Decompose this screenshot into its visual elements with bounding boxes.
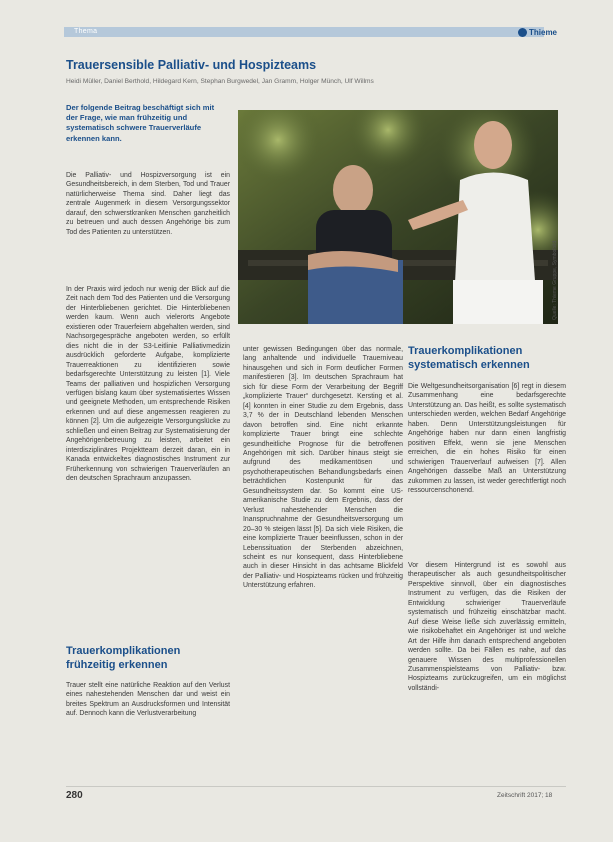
paragraph-4: unter gewissen Bedingungen über das normale, lang anhaltende und individuelle Trauerniveau hinausgehen und sich in Form deutlicher Formen manifestieren [3]. Im deutschen Sprachraum hat sich für diese Form der Verarbeitung der Begriff „komplizierte Trauer“ durchgesetzt. Kersting et al. [4] konnten in einer Studie zu dem Ergebnis, dass 3,7 % der in Deutschland lebenden Menschen davon betroffen sind. Eine nicht erkannte komplizierte Trauer bringt eine schlechte gesundheitliche Prognose für die betroffenen Angehörigen mit sich. Darüber hinaus steigt sie aufgrund des medikamentösen und psychotherapeutischen Behandlungsbedarfs einen beträchtlichen Kostenpunkt für das Gesundheitssystem dar. So kommt eine US-amerikanische Studie zu dem Ergebnis, dass der Verlust nahestehender Menschen die Inanspruchnahme der Gesundheitsversorgung um 20–30 % steigen lässt [5]. Da sich viele Risiken, die eine komplizierte Trauer beeinflussen, schon in der Lebenssituation der Sterbenden abzeichnen, scheint es nur konsequent, dass Hinterbliebene auch in dieser Hinsicht in das achtsame Blickfeld der Palliativ- und Hospizteams rücken und frühzeitig Unterstützung erfahren. [243,346,403,590]
paragraph-2: In der Praxis wird jedoch nur wenig der Blick auf die Zeit nach dem Tod des Patienten und die Versorgung der Hinterbliebenen gerichtet. Die Hinterbliebenen werden kaum. Wenn auch vielerorts Angebote existieren oder Trauerfeiern abgehalten werden, sind Nachsorgegespräche angeboten werden, so erfüllt dies nicht die in der S3-Leitlinie Palliativmedizin ausdrücklich geforderte Aufgabe, komplizierte Trauerreaktionen zu identifizieren sowie bedarfsgerechte Unterstützung zu leisten [1]. Viele Teams der palliativen und hospizlichen Versorgung verfügen bislang kaum über systematisiertes Wissen und geeignete Methoden, um entsprechende Risiken erkennen und auf diese angemessen reagieren zu können [2]. Um die aufgezeigte Versorgungslücke zu schließen und einen Beitrag zur Systematisierung der Angehörigenbetreuung zu leisten, arbeitet ein interdisziplinäres Projektteam derzeit daran, ein in Kanada entwickeltes diagnostisches Instrument zur Früherkennung von schwierigen Trauerverläufen an den deutschen Sprachraum anzupassen. [66,286,230,483]
publisher-brand [518,25,557,39]
column-1-intro [66,171,230,246]
two-men-photo-illustration [238,110,558,324]
paragraph-1: Die Palliativ- und Hospizversorgung ist ein Gesundheitsbereich, in dem Sterben, Tod und Trauer natürlicherweise Thema sind. Daher liegt das zentrale Augenmerk in diesem Versorgungssektor darauf, den schwerstkranken Menschen ganzheitlich zu betreuen und auch dessen Angehörige bis zum Tod des Patienten zu unterstützen. [66,172,230,236]
column-3-tail [408,561,566,702]
footer-rule [66,786,566,787]
column-3-body [408,382,566,504]
article-lead: Der folgende Beitrag beschäftigt sich mit der Frage, wie man frühzeitig und systematisch schwere Trauerverläufe erkennen kann. [66,103,215,143]
column-1-body [66,285,230,493]
article-authors: Heidi Müller, Daniel Berthold, Hildegard Kern, Stephan Burgwedel, Jan Gramm, Holger Münch, Ulf Willms [66,78,374,85]
article-title: Trauersensible Palliativ- und Hospizteams [66,58,317,72]
paragraph-6: Vor diesem Hintergrund ist es sowohl aus therapeutischer als auch gesundheitspolitischer Perspektive sinnvoll, über ein diagnostisches Instrument zu verfügen, das die Risiken der Entwicklung schwieriger Trauerverläufe systematisch und frühzeitig einschätzbar macht. Auf diese Weise ließe sich zuverlässig ermitteln, wie risikobehaftet ein Angehöriger ist und welche Art der Hilfe ihm danach entsprechend angeboten werden sollte. Da bei Fällen es nahe, auf das genauere Wissen des multiprofessionellen Zusammenspielsteams von Palliativ- bzw. Hospizteams zurückzugreifen, um ein möglichst vollständi- [408,562,566,692]
thieme-logo-icon [518,28,527,37]
section-bar [64,27,544,37]
paragraph-5: Die Weltgesundheitsorganisation [6] regt in diesem Zusammenhang eine bedarfsgerechte Unterstützung an. Das heißt, es sollte systematisch unterschieden werden, welchen Bedarf Angehörige haben. Denn Unterstützungsleistungen für Angehörige haben nur dann einen langfristig positiven Effekt, wenn sie jene Menschen erreichen, die ein hohes Risiko für einen schwierigen Trauerverlauf aufweisen [7]. Allen Angehörigen dasselbe Maß an Unterstützung zukommen zu lassen, ist weder gerechtfertigt noch ressourcenschonend. [408,383,566,494]
page-number: 280 [66,790,83,801]
brand-label: Thieme [529,27,558,37]
section-heading-2: Trauerkomplikationen systematisch erkennen [408,345,530,371]
section-heading-1: Trauerkomplikationen frühzeitig erkennen [66,645,181,671]
column-2-body [243,345,403,600]
journal-reference: Zeitschrift 2017; 18 [497,792,553,799]
column-1-tail [66,681,230,728]
paragraph-3: Trauer stellt eine natürliche Reaktion auf den Verlust eines nahestehenden Menschen dar und weist ein breites Spektrum an Ausdrucksformen und Intensität auf. Dennoch kann die Verlustverarbeitung [66,682,230,718]
article-photo [238,110,558,324]
section-label: Thema [74,28,98,35]
photo-credit: Quelle: Thieme Gruppe, Symbolbild [552,240,558,320]
